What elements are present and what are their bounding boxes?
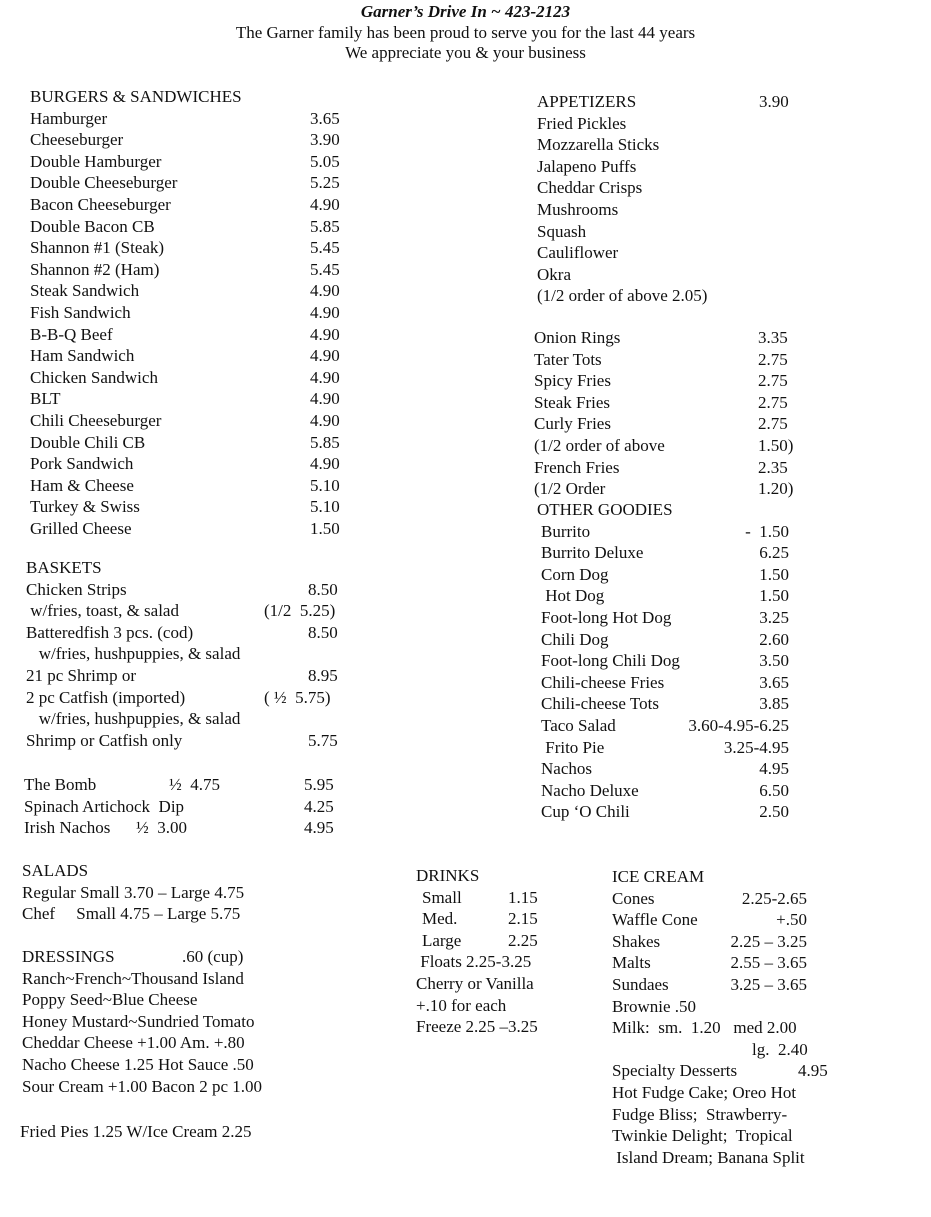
item-name: Corn Dog (541, 564, 609, 584)
item-name: Grilled Cheese (30, 518, 132, 538)
burger-item (30, 237, 360, 259)
item-name: w/fries, hushpuppies, & salad (26, 644, 241, 664)
item-name: Frito Pie (541, 737, 605, 757)
item-name: Double Bacon CB (30, 216, 155, 236)
side-item (534, 457, 834, 479)
item-price: 4.90 (310, 302, 340, 322)
item-name: Chili Cheeseburger (30, 410, 162, 430)
item-name: Burrito (541, 521, 591, 541)
burger-item (30, 259, 360, 281)
drink-item (416, 887, 596, 909)
drinks-floats: Floats 2.25-3.25 (416, 952, 532, 972)
item-name: Sundaes (612, 974, 669, 994)
drinks-freeze: Freeze 2.25 –3.25 (416, 1017, 538, 1037)
item-name: Ham & Cheese (30, 475, 134, 495)
item-name: Shrimp or Catfish only (26, 730, 183, 750)
extra-item (24, 796, 354, 818)
dessert-line: Fudge Bliss; Strawberry- (612, 1104, 788, 1124)
burger-item (30, 280, 360, 302)
goodie-item (537, 758, 837, 780)
burger-item (30, 410, 360, 432)
drinks-heading: DRINKS (416, 866, 480, 885)
item-name: BLT (30, 389, 61, 409)
baskets-list (26, 579, 356, 752)
item-price: 4.90 (310, 367, 340, 387)
item-price: 2.75 (758, 392, 788, 412)
dressings-price: .60 (cup) (182, 947, 244, 966)
goodie-item (537, 801, 837, 823)
item-price: 3.65 (759, 672, 789, 692)
brownie: Brownie .50 (612, 996, 697, 1016)
burger-item (30, 367, 360, 389)
basket-item (26, 600, 356, 622)
milk-large: lg. 2.40 (752, 1039, 808, 1059)
item-name: 21 pc Shrimp or (26, 665, 137, 685)
side-item (534, 349, 834, 371)
item-price: 4.90 (310, 346, 340, 366)
item-price: 5.25 (310, 173, 340, 193)
icecream-item (612, 974, 912, 996)
basket-item (26, 643, 356, 665)
goodie-item (537, 693, 837, 715)
header-line-2: We appreciate you & your business (345, 43, 586, 62)
item-name: Cheeseburger (30, 130, 124, 150)
item-price: 1.20) (758, 479, 794, 499)
burger-item (30, 302, 360, 324)
burger-item (30, 496, 360, 518)
item-price: 1.50 (759, 586, 789, 606)
goodie-item (537, 521, 837, 543)
item-name: Double Cheeseburger (30, 173, 178, 193)
goodies-heading: OTHER GOODIES (537, 500, 673, 519)
icecream-list (612, 888, 912, 996)
side-item (534, 327, 834, 349)
dessert-line: Twinkie Delight; Tropical (612, 1126, 793, 1146)
item-name: (1/2 order of above (534, 435, 665, 455)
item-name: Chili Dog (541, 629, 609, 649)
item-price: 5.85 (310, 216, 340, 236)
appetizers-section (537, 91, 837, 307)
dressing-line: Cheddar Cheese +1.00 Am. +.80 (22, 1033, 245, 1053)
goodie-item (537, 542, 837, 564)
item-name: Spicy Fries (534, 371, 611, 391)
side-item (534, 413, 834, 435)
item-price: 3.25 (759, 607, 789, 627)
item-price: - 1.50 (745, 521, 789, 541)
goodie-item (537, 737, 837, 759)
item-name: Chicken Strips (26, 579, 127, 599)
item-price: 5.85 (310, 432, 340, 452)
appetizer-item: Okra (537, 264, 571, 284)
item-price: 5.45 (310, 238, 340, 258)
item-price: 8.95 (308, 665, 338, 685)
burger-item (30, 453, 360, 475)
item-name: Double Chili CB (30, 432, 146, 452)
appetizer-item: Mushrooms (537, 199, 619, 219)
item-name: w/fries, toast, & salad (26, 601, 179, 621)
item-name: Cup ‘O Chili (541, 802, 630, 822)
icecream-heading: ICE CREAM (612, 867, 705, 886)
item-price: 1.50 (759, 564, 789, 584)
item-price: 5.75 (308, 730, 338, 750)
menu-header (0, 2, 931, 64)
specialty-heading: Specialty Desserts (612, 1061, 738, 1081)
salads-heading: SALADS (22, 861, 89, 880)
sides-section (534, 327, 834, 500)
dessert-line: Hot Fudge Cake; Oreo Hot (612, 1082, 797, 1102)
basket-item (26, 579, 356, 601)
burger-item (30, 216, 360, 238)
item-price: 2.25-2.65 (741, 888, 807, 908)
item-price: 3.25 – 3.65 (730, 974, 807, 994)
goodie-item (537, 715, 837, 737)
item-name: Nacho Deluxe (541, 780, 639, 800)
basket-item (26, 687, 356, 709)
side-item (534, 370, 834, 392)
item-name: Nachos (541, 759, 592, 779)
side-item (534, 392, 834, 414)
item-price: 3.65 (310, 108, 340, 128)
appetizer-item: Cheddar Crisps (537, 178, 643, 198)
appetizers-list (537, 113, 837, 307)
item-price: 5.45 (310, 259, 340, 279)
item-price: 4.90 (310, 389, 340, 409)
half-price: ( ½ 5.75) (264, 687, 331, 707)
item-name: Double Hamburger (30, 151, 162, 171)
item-name: Steak Sandwich (30, 281, 140, 301)
burger-item (30, 108, 360, 130)
goodie-item (537, 780, 837, 802)
item-name: Chicken Sandwich (30, 367, 158, 387)
item-name: French Fries (534, 457, 620, 477)
dressings-heading: DRESSINGS (22, 947, 115, 966)
side-item (534, 478, 834, 500)
item-name: Malts (612, 953, 651, 973)
burgers-heading: BURGERS & SANDWICHES (30, 87, 242, 106)
item-name: Ham Sandwich (30, 346, 135, 366)
goodie-item (537, 629, 837, 651)
item-name: Batteredfish 3 pcs. (cod) (26, 622, 194, 642)
item-name: Taco Salad (541, 715, 616, 735)
icecream-section (612, 866, 912, 1168)
item-price: 4.95 (304, 818, 334, 838)
appetizers-heading: APPETIZERS (537, 92, 637, 111)
drinks-flavor-price: +.10 for each (416, 995, 507, 1015)
appetizers-price: 3.90 (759, 92, 789, 111)
item-price: +.50 (776, 910, 807, 930)
side-item (534, 435, 834, 457)
appetizer-item: Cauliflower (537, 243, 619, 263)
salad-regular: Regular Small 3.70 – Large 4.75 (22, 882, 245, 902)
item-price: 5.95 (304, 775, 334, 794)
basket-item (26, 730, 356, 752)
goodies-section (537, 499, 837, 823)
burger-item (30, 345, 360, 367)
item-price: 2.15 (508, 909, 538, 929)
item-price: 8.50 (308, 579, 338, 599)
goodie-item (537, 672, 837, 694)
sides-list (534, 327, 834, 500)
header-line-1: The Garner family has been proud to serve you for the last 44 years (235, 22, 696, 42)
item-price: 4.90 (310, 454, 340, 474)
dressing-line: Poppy Seed~Blue Cheese (22, 990, 198, 1010)
icecream-item (612, 909, 912, 931)
item-name: Tater Tots (534, 349, 602, 369)
burger-item (30, 432, 360, 454)
milk-prices: Milk: sm. 1.20 med 2.00 (612, 1018, 797, 1038)
burger-item (30, 172, 360, 194)
goodies-list (537, 521, 837, 823)
item-name: Bacon Cheeseburger (30, 194, 171, 214)
item-name: Cones (612, 888, 655, 908)
item-price: 2.35 (758, 457, 788, 477)
item-price: 6.50 (759, 780, 789, 800)
item-price: 5.05 (310, 151, 340, 171)
item-price: 1.50 (310, 518, 340, 538)
item-name: Med. (422, 909, 458, 929)
item-name: Onion Rings (534, 328, 621, 347)
burger-item (30, 475, 360, 497)
icecream-item (612, 952, 912, 974)
burger-item (30, 518, 360, 540)
item-name: Hamburger (30, 108, 108, 128)
item-name: Foot-long Hot Dog (541, 607, 672, 627)
burgers-section (30, 86, 360, 539)
icecream-item (612, 888, 912, 910)
baskets-heading: BASKETS (26, 558, 102, 577)
item-price: 6.25 (759, 543, 789, 563)
item-price: 1.15 (508, 887, 538, 907)
dressings-section (22, 946, 352, 1097)
item-price: 3.90 (310, 130, 340, 150)
fried-pies: Fried Pies 1.25 W/Ice Cream 2.25 (20, 1122, 252, 1141)
extras-list (24, 774, 354, 839)
item-price: 2.75 (758, 414, 788, 434)
icecream-item (612, 931, 912, 953)
item-price: 4.90 (310, 410, 340, 430)
item-name: w/fries, hushpuppies, & salad (26, 709, 241, 729)
goodie-item (537, 585, 837, 607)
half-price: ½ 4.75 (169, 775, 220, 794)
item-price: 4.25 (304, 796, 334, 816)
goodie-item (537, 564, 837, 586)
extra-item (24, 817, 354, 839)
item-name: Turkey & Swiss (30, 497, 140, 517)
drink-item (416, 908, 596, 930)
item-price: 3.50 (759, 651, 789, 671)
item-name: Waffle Cone (612, 910, 698, 930)
appetizer-item: Fried Pickles (537, 113, 627, 133)
item-price: 5.10 (310, 475, 340, 495)
salads-section (22, 860, 352, 925)
item-name: Irish Nachos (24, 818, 111, 838)
drinks-list (416, 887, 596, 952)
item-name: Shannon #2 (Ham) (30, 259, 160, 279)
item-name: (1/2 Order (534, 479, 606, 499)
item-price: 4.95 (759, 759, 789, 779)
appetizer-item: Mozzarella Sticks (537, 135, 660, 155)
item-price: 4.90 (310, 194, 340, 214)
item-price: 8.50 (308, 622, 338, 642)
extra-item (24, 774, 354, 796)
item-name: Chili-cheese Fries (541, 672, 665, 692)
appetizer-item: (1/2 order of above 2.05) (537, 286, 708, 306)
dressing-line: Sour Cream +1.00 Bacon 2 pc 1.00 (22, 1076, 262, 1096)
item-name: Burrito Deluxe (541, 543, 644, 563)
drink-item (416, 930, 596, 952)
drinks-section (416, 865, 596, 1038)
item-price: 1.50) (758, 435, 794, 455)
burger-item (30, 129, 360, 151)
item-price: 2.25 – 3.25 (730, 931, 807, 951)
item-price: 4.90 (310, 324, 340, 344)
item-price: 3.25-4.95 (723, 737, 789, 757)
dressing-line: Ranch~French~Thousand Island (22, 968, 244, 988)
restaurant-title: Garner’s Drive In ~ 423-2123 (360, 2, 571, 21)
burger-item (30, 324, 360, 346)
item-name: 2 pc Catfish (imported) (26, 687, 186, 707)
item-price: 2.50 (759, 802, 789, 822)
burger-item (30, 151, 360, 173)
item-name: Curly Fries (534, 414, 611, 434)
burger-item (30, 194, 360, 216)
item-price: 2.55 – 3.65 (730, 953, 807, 973)
goodie-item (537, 650, 837, 672)
item-name: Hot Dog (541, 586, 605, 606)
dessert-line: Island Dream; Banana Split (612, 1147, 805, 1167)
dressing-line: Honey Mustard~Sundried Tomato (22, 1011, 255, 1031)
item-name: Chili-cheese Tots (541, 694, 659, 714)
item-price: 2.75 (758, 371, 788, 391)
item-name: The Bomb (24, 775, 97, 794)
item-name: Shakes (612, 931, 661, 951)
item-name: Pork Sandwich (30, 454, 134, 474)
basket-item (26, 622, 356, 644)
half-price: (1/2 5.25) (264, 601, 336, 621)
drinks-flavor: Cherry or Vanilla (416, 973, 534, 993)
item-name: Small (422, 887, 462, 907)
appetizer-item: Jalapeno Puffs (537, 156, 637, 176)
item-price: 3.60-4.95-6.25 (688, 715, 789, 735)
extras-section (24, 774, 354, 839)
item-price: 2.75 (758, 349, 788, 369)
item-name: Spinach Artichock Dip (24, 796, 185, 816)
goodie-item (537, 607, 837, 629)
item-name: Shannon #1 (Steak) (30, 238, 165, 258)
item-price: 2.25 (508, 930, 538, 950)
item-name: Large (422, 930, 462, 950)
burger-item (30, 388, 360, 410)
appetizer-item: Squash (537, 221, 587, 241)
dressing-line: Nacho Cheese 1.25 Hot Sauce .50 (22, 1054, 254, 1074)
item-name: B-B-Q Beef (30, 324, 113, 344)
baskets-section (26, 557, 356, 751)
item-price: 4.90 (310, 281, 340, 301)
burgers-list (30, 108, 360, 540)
specialty-price: 4.95 (798, 1061, 828, 1081)
item-name: Fish Sandwich (30, 302, 131, 322)
basket-item (26, 708, 356, 730)
salad-chef: Chef Small 4.75 – Large 5.75 (22, 904, 241, 924)
item-price: 3.35 (758, 328, 788, 347)
half-price: ½ 3.00 (136, 818, 187, 838)
item-price: 2.60 (759, 629, 789, 649)
item-name: Foot-long Chili Dog (541, 651, 680, 671)
item-price: 5.10 (310, 497, 340, 517)
basket-item (26, 665, 356, 687)
item-price: 3.85 (759, 694, 789, 714)
item-name: Steak Fries (534, 392, 611, 412)
